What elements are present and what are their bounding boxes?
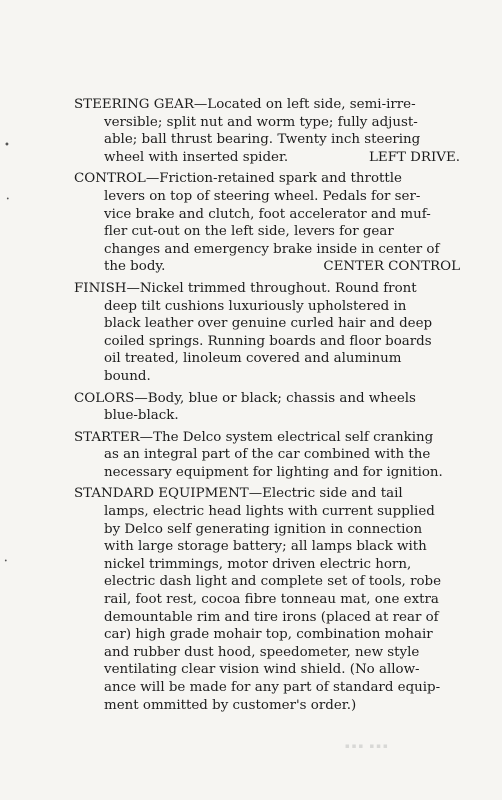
faint-footer-mark: ▪▪▪ ▪▪▪: [345, 742, 390, 750]
text-line: coiled springs. Running boards and floor boards: [104, 333, 432, 349]
text-line: by Delco self generating ignition in connection: [104, 521, 423, 537]
text-line: rail, foot rest, cocoa fibre tonneau mat, one extra: [104, 592, 439, 608]
section-starter: [74, 429, 460, 482]
text-line: oil treated, linoleum covered and aluminum: [104, 351, 402, 367]
specification-text: [74, 96, 460, 718]
text-line: and rubber dust hood, speedometer, new style: [104, 644, 420, 660]
text-line: lamps, electric head lights with current supplied: [104, 504, 435, 520]
text-line: deep tilt cushions luxuriously upholstered in: [104, 298, 407, 314]
text-line: bound.: [104, 368, 151, 384]
text-line: versible; split nut and worm type; fully adjust-: [104, 114, 418, 130]
text-line: FINISH—Nickel trimmed throughout. Round front: [74, 280, 417, 296]
section-finish: [74, 280, 460, 386]
text-line-start: the body.: [104, 259, 166, 275]
text-line: black leather over genuine curled hair and deep: [104, 316, 433, 332]
margin-speck: •: [4, 140, 10, 151]
text-line: ance will be made for any part of standard equip-: [104, 680, 441, 695]
text-line: [74, 258, 460, 276]
text-line: demountable rim and tire irons (placed at rear of: [104, 609, 439, 625]
text-line: nickel trimmings, motor driven electric horn,: [104, 556, 412, 572]
text-line: vice brake and clutch, foot accelerator and muf-: [104, 206, 431, 222]
text-line: ment ommitted by customer's order.): [104, 697, 357, 713]
text-line: STEERING GEAR—Located on left side, semi-irre-: [74, 97, 416, 112]
text-line: with large storage battery; all lamps black with: [104, 539, 427, 555]
text-line: CONTROL—Friction-retained spark and throttle: [74, 171, 402, 187]
text-line-end: LEFT DRIVE.: [369, 149, 460, 165]
text-line: as an integral part of the car combined with the: [104, 447, 431, 463]
text-line: car) high grade mohair top, combination mohair: [104, 627, 433, 643]
section-steering-gear: [74, 96, 460, 166]
text-line: fler cut-out on the left side, levers for gear: [104, 224, 394, 240]
text-line: changes and emergency brake inside in center of: [104, 241, 440, 257]
text-line: ventilating clear vision wind shield. (No allow-: [104, 662, 420, 678]
section-colors: [74, 390, 460, 425]
text-line: [74, 149, 460, 167]
margin-speck: •: [4, 558, 8, 565]
text-line: blue-black.: [104, 408, 179, 424]
text-line: COLORS—Body, blue or black; chassis and wheels: [74, 390, 416, 406]
section-control: [74, 170, 460, 276]
section-standard-equipment: [74, 485, 460, 714]
text-line-end: CENTER CONTROL: [323, 259, 460, 275]
text-line: STANDARD EQUIPMENT—Electric side and tail: [74, 486, 403, 502]
text-line: able; ball thrust bearing. Twenty inch steering: [104, 132, 421, 148]
text-line-start: wheel with inserted spider.: [104, 149, 289, 165]
text-line: necessary equipment for lighting and for ignition.: [104, 464, 443, 480]
text-line: levers on top of steering wheel. Pedals for ser-: [104, 188, 421, 204]
text-line: electric dash light and complete set of tools, robe: [104, 574, 442, 590]
margin-speck: •: [6, 196, 10, 203]
text-line: STARTER—The Delco system electrical self cranking: [74, 429, 434, 445]
